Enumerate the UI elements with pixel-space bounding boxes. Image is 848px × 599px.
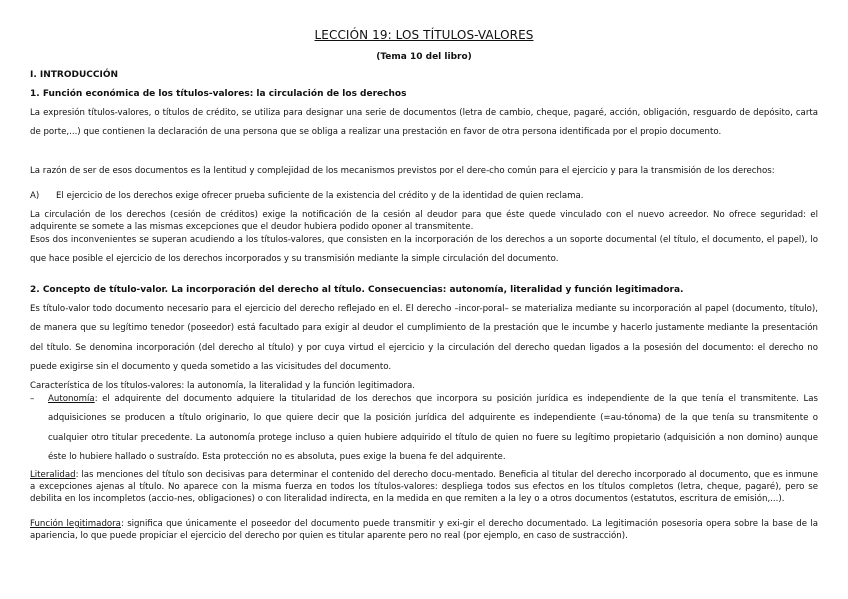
term-definition: : las menciones del título son decisivas para determinar el contenido del derecho docu-mentado. Beneficia al titular del derecho incorporado al documento, que es inmune a excepciones ajenas al título. No aparece con la misma fuerza en todos los títulos-valores: despliega todos sus efectos en los títulos completos (letra, cheque, pagaré), pero se debilita en los incompletos (accio-nes, obligaciones) o con literalidad indirecta, en la medida en que remiten a la ley o a otros documentos (estatutos, escritura de emisión,...).: [30, 470, 818, 505]
paragraph-funcion-legitimadora: [30, 518, 818, 542]
paragraph: La razón de ser de esos documentos es la lentitud y complejidad de los mecanismos previstos por el dere-cho común para el ejercicio y para la transmisión de los derechos:: [30, 166, 775, 176]
page-title: LECCIÓN 19: LOS TÍTULOS-VALORES: [314, 28, 534, 42]
page-subtitle: (Tema 10 del libro): [376, 52, 472, 62]
paragraph: La expresión títulos-valores, o títulos de crédito, se utiliza para designar una serie de documentos (letra de cambio, cheque, pagaré, acción, obligación, resguardo de depósito, carta de porte,...) que contienen la declaración de una persona que se obliga a realizar una prestación en favor de otra persona identificada por el propio documento.: [30, 108, 818, 138]
subsection-heading-funcion-economica: 1. Función económica de los títulos-valores: la circulación de los derechos: [30, 89, 407, 99]
paragraph: La circulación de los derechos (cesión de créditos) exige la notificación de la cesión al deudor para que éste quede vinculado con el nuevo acreedor. No ofrece seguridad: el adquirente se somete a las mismas excepciones que el deudor hubiera podido oponer al transmitente.: [30, 210, 818, 233]
list-item-text: El ejercicio de los derechos exige ofrecer prueba suficiente de la existencia del crédito y de la identidad de quien reclama.: [56, 191, 584, 201]
term-literalidad: Literalidad: [30, 470, 76, 480]
paragraph: Característica de los títulos-valores: la autonomía, la literalidad y la función legitimadora.: [30, 381, 415, 391]
list-marker: A): [30, 191, 40, 201]
list-marker: –: [30, 394, 35, 404]
term-funcion-legitimadora: Función legitimadora: [30, 519, 121, 529]
list-item: [30, 190, 818, 202]
term-definition: : el adquirente del documento adquiere la titularidad de los derechos que incorpora su posición jurídica es independiente de la que tenía el transmitente. Las adquisiciones se producen a título originario, lo que quiere decir que la posición jurídica del adquirente es independiente (=au-tónoma) de la que tenía su transmitente o cualquier otro titular precedente. La autonomía protege incluso a quien hubiere adquirido el título de quien no fuere su legítimo propietario (adquisición a non domino) aunque éste lo hubiere hallado o sustraído. Esta protección no es absoluta, pues exige la buena fe del adquirente.: [48, 394, 818, 462]
term-definition: : significa que únicamente el poseedor del documento puede transmitir y exi-gir el derecho documentado. La legitimación posesoria opera sobre la base de la apariencia, lo que puede propiciar el ejercicio del derecho por quien es titular aparente pero no real (por ejemplo, en caso de sustracción).: [30, 519, 818, 542]
paragraph: Esos dos inconvenientes se superan acudiendo a los títulos-valores, que consisten en la incorporación de los derechos a un soporte documental (el título, el documento, el papel), lo que hace posible el ejercicio de los derechos incorporados y su transmisión mediante la simple circulación del documento.: [30, 235, 818, 265]
paragraph-literalidad: [30, 469, 818, 506]
term-autonomia: Autonomía: [48, 394, 95, 404]
subsection-heading-concepto: 2. Concepto de título-valor. La incorporación del derecho al título. Consecuencias: autonomía, literalidad y función legitimadora.: [30, 285, 684, 295]
section-heading-introduccion: I. INTRODUCCIÓN: [30, 70, 119, 80]
list-item-autonomia: [30, 390, 818, 467]
paragraph: Es título-valor todo documento necesario para el ejercicio del derecho reflejado en el. El derecho –incor-poral– se materializa mediante su incorporación al papel (documento, título), de manera que su legítimo tenedor (poseedor) está facultado para exigir al deudor el cumplimiento de la prestación que le incumbe y hacerlo justamente mediante la presentación del título. Se denomina incorporación (del derecho al título) y por cuya virtud el ejercicio y la circulación del derecho quedan ligados a la posesión del documento: el derecho no puede exigirse sin el documento y queda sometido a las vicisitudes del documento.: [30, 304, 818, 372]
